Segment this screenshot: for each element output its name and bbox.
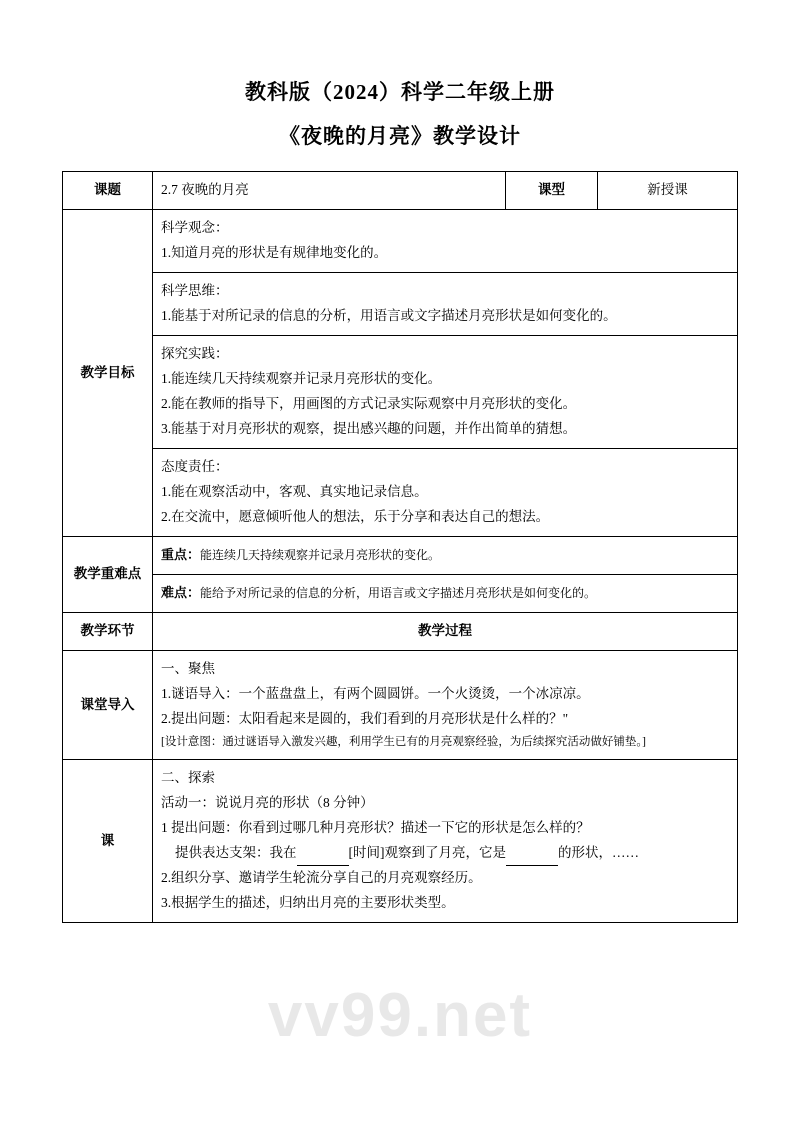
goal-heading-concept: 科学观念：	[161, 220, 229, 236]
explore-line: 3.根据学生的描述，归纳出月亮的主要形状类型。	[161, 895, 455, 911]
hardpoint-text: 能给予对所记录的信息的分析，用语言或文字描述月亮形状是如何变化的。	[200, 585, 597, 600]
section-value: 教学过程	[153, 612, 738, 650]
title-line-2: 《夜晚的月亮》教学设计	[279, 123, 521, 148]
section-label: 教学环节	[63, 612, 153, 650]
goal-block-attitude	[153, 448, 738, 536]
goal-item: 2.在交流中，愿意倾听他人的想法，乐于分享和表达自己的想法。	[161, 508, 550, 524]
lesson-plan-table	[62, 171, 738, 923]
support-suffix: 的形状，……	[558, 845, 639, 861]
explore-activity: 活动一：说说月亮的形状（8 分钟）	[161, 795, 374, 811]
goal-heading-thinking: 科学思维：	[161, 283, 229, 299]
intro-line: 1.谜语导入：一个蓝盘盘上，有两个圆圆饼。一个火烫烫，一个冰凉凉。	[161, 685, 590, 701]
table-row-topic	[63, 172, 738, 210]
title-line-1: 教科版（2024）科学二年级上册	[245, 80, 555, 104]
goal-heading-attitude: 态度责任：	[161, 458, 229, 474]
goal-item: 2.能在教师的指导下，用画图的方式记录实际观察中月亮形状的变化。	[161, 395, 577, 411]
type-value: 新授课	[598, 172, 738, 210]
table-row-section-header	[63, 612, 738, 650]
goals-label: 教学目标	[63, 210, 153, 537]
intro-heading: 一、聚焦	[161, 660, 215, 676]
blank-field-time	[297, 851, 349, 866]
support-prefix: 提供表达支架：我在	[175, 845, 297, 861]
topic-label: 课题	[63, 172, 153, 210]
explore-support	[161, 841, 729, 866]
support-mid: [时间]观察到了月亮，它是	[348, 845, 506, 861]
blank-field-shape	[506, 851, 558, 866]
table-row-keypoint	[63, 536, 738, 574]
topic-value: 2.7 夜晚的月亮	[153, 172, 506, 210]
table-row-goal-1	[63, 210, 738, 273]
table-row-hardpoint	[63, 574, 738, 612]
explore-heading: 二、探索	[161, 770, 215, 786]
hardpoint-cell	[153, 574, 738, 612]
hardpoint-lead: 难点：	[161, 584, 201, 600]
intro-label: 课堂导入	[63, 650, 153, 760]
table-row-intro	[63, 650, 738, 760]
explore-label: 课	[63, 760, 153, 923]
goal-block-practice	[153, 336, 738, 449]
keypoint-label: 教学重难点	[63, 536, 153, 612]
goal-item: 1.能在观察活动中，客观、真实地记录信息。	[161, 483, 428, 499]
goal-item: 1.能基于对所记录的信息的分析，用语言或文字描述月亮形状是如何变化的。	[161, 308, 617, 324]
goal-heading-practice: 探究实践：	[161, 346, 229, 362]
intro-line: 2.提出问题：太阳看起来是圆的，我们看到的月亮形状是什么样的？"	[161, 710, 569, 726]
explore-line: 2.组织分享、邀请学生轮流分享自己的月亮观察经历。	[161, 870, 482, 886]
keypoint-cell	[153, 536, 738, 574]
table-row-goal-4	[63, 448, 738, 536]
table-row-explore	[63, 760, 738, 923]
watermark: vv99.net	[267, 981, 533, 1050]
intro-cell	[153, 650, 738, 760]
goal-item: 3.能基于对月亮形状的观察，提出感兴趣的问题，并作出简单的猜想。	[161, 420, 577, 436]
goal-item: 1.能连续几天持续观察并记录月亮形状的变化。	[161, 371, 442, 386]
explore-line: 1 提出问题：你看到过哪几种月亮形状？描述一下它的形状是怎么样的？	[161, 820, 590, 836]
intro-design-note: [设计意图：通过谜语导入激发兴趣，利用学生已有的月亮观察经验，为后续探究活动做好铺垫。]	[161, 735, 646, 748]
goal-block-concept	[153, 210, 738, 273]
goal-item: 1.知道月亮的形状是有规律地变化的。	[161, 245, 388, 261]
document-title	[62, 76, 738, 153]
goal-block-thinking	[153, 273, 738, 336]
keypoint-text: 能连续几天持续观察并记录月亮形状的变化。	[200, 547, 441, 562]
keypoint-lead: 重点：	[161, 546, 201, 562]
table-row-goal-2	[63, 273, 738, 336]
table-row-goal-3	[63, 336, 738, 449]
type-label: 课型	[506, 172, 598, 210]
explore-cell	[153, 760, 738, 923]
